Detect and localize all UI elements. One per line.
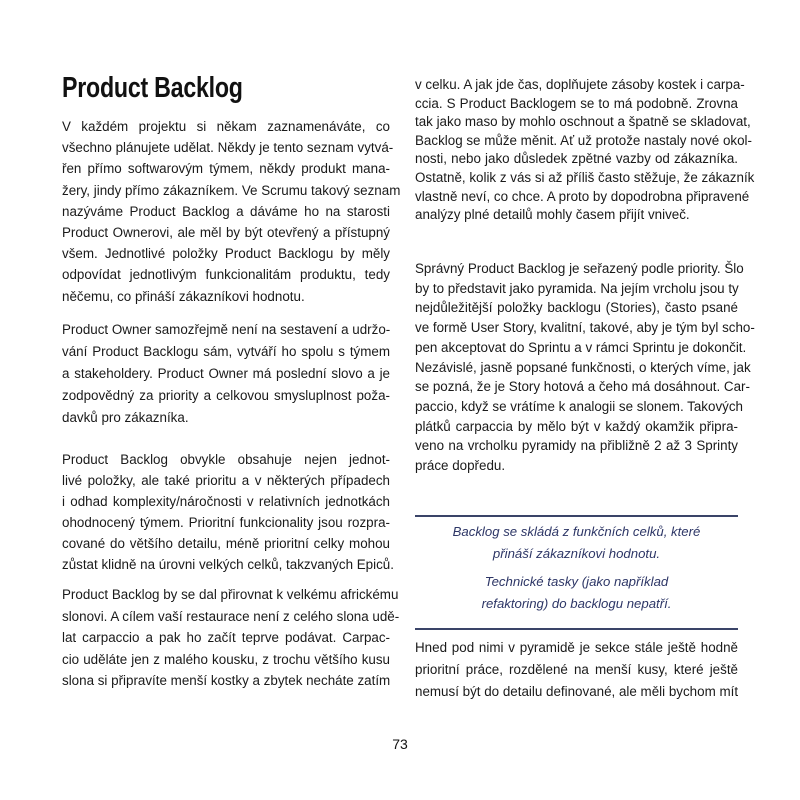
text-line: všem. Jednotlivé položky Product Backlogu by měly xyxy=(62,246,390,262)
text-line: nejdůležitější položky backlogu (Stories), často psané xyxy=(415,300,738,316)
text-line: vání Product Backlogu sám, vytváří ho spolu s týmem xyxy=(62,344,390,359)
text-line: ccia. S Product Backlogem se to má podobně. Zrovna xyxy=(415,95,738,111)
text-line: Product Backlog by se dal přirovnat k velkému africkému xyxy=(62,587,399,602)
text-line: livé položky, ale také prioritu a v některých případech xyxy=(62,473,390,488)
text-line: zůstat klidně na úrovni velkých celků, takzvaných Epiců. xyxy=(62,557,394,572)
text-line: lat carpaccio a pak ho začít teprve podávat. Carpac- xyxy=(62,630,390,645)
text-line: paccio, když se vrátíme k analogii se slonem. Takových xyxy=(415,398,743,414)
text-line: Product Backlog obvykle obsahuje nejen jednot- xyxy=(62,452,390,467)
callout-text xyxy=(415,521,738,565)
text-line: ve formě User Story, kvalitní, takové, aby je tým byl scho- xyxy=(415,320,755,336)
text-line: Backlog se může měnit. Ať už protože nastaly nové okol- xyxy=(415,132,752,148)
text-line: se pozná, že je Story hotová a čeho má dosáhnout. Car- xyxy=(415,379,750,395)
text-line: by to představit jako pyramida. Na jejím vrcholu jsou ty xyxy=(415,280,739,296)
text-line: plátků carpaccia by mělo být v každý okamžik připra- xyxy=(415,418,738,434)
text-line: nemusí být do detailu definované, ale měli bychom mít xyxy=(415,684,739,699)
text-line: V každém projektu si někam zaznamenáváte, co xyxy=(62,119,390,134)
text-line: slona si připravíte menší kostky a zbytek necháte zatím xyxy=(62,673,391,688)
text-line: ohodnocený týmem. Prioritní funkcionality jsou rozpra- xyxy=(62,515,390,530)
text-line: prioritní práce, rozdělené na menší kusy, které ještě xyxy=(415,662,738,677)
callout-box xyxy=(415,515,738,630)
text-line: vlastně neví, co chce. A proto by dopodrobna připravené xyxy=(415,188,750,204)
text-line: řen přímo softwarovým týmem, někdy produkt mana- xyxy=(62,161,390,177)
paragraph xyxy=(62,449,394,575)
text-line: cované do většího detailu, méně prioritní celky mohou xyxy=(62,536,390,551)
text-line: analýzy plné detailů mohly časem přijít vniveč. xyxy=(415,207,690,223)
text-line: veno na vrcholku pyramidy na přibližně 2 až 3 Sprinty xyxy=(415,438,738,454)
paragraph xyxy=(62,116,401,307)
paragraph xyxy=(415,259,755,476)
paragraph xyxy=(415,76,755,225)
text-line: práce dopředu. xyxy=(415,458,506,474)
paragraph xyxy=(62,319,390,429)
text-line: Nezávislé, jasně popsané funkčnosti, o kterých víme, jak xyxy=(415,359,751,375)
text-line: cio uděláte jen z malého kousku, z trochu většího kusu xyxy=(62,651,390,667)
text-line: Product Owner samozřejmě není na sestavení a udržo- xyxy=(62,322,391,337)
page-title: Product Backlog xyxy=(62,72,243,104)
text-line: a stakeholdery. Product Owner má poslední slovo a je xyxy=(62,366,390,381)
text-line: tak jako maso by mohlo oschnout a špatně se skladovat, xyxy=(415,114,751,130)
callout-line: Backlog se skládá z funkčních celků, které xyxy=(452,524,701,539)
paragraph xyxy=(62,584,400,692)
callout-text xyxy=(415,571,738,615)
callout-line: přináší zákazníkovi hodnotu. xyxy=(492,546,661,561)
paragraph xyxy=(415,637,738,703)
text-line: davků pro zákazníka. xyxy=(62,410,189,425)
text-line: Ostatně, kolik z vás si až příliš často stěžuje, že zákazník xyxy=(415,169,755,185)
text-line: žery, jindy přímo zákazníkem. Ve Scrumu takový seznam xyxy=(62,182,401,198)
text-line: v celku. A jak jde čas, doplňujete zásoby kostek i carpa- xyxy=(415,77,745,92)
text-line: nazýváme Product Backlog a dáváme ho na starosti xyxy=(62,203,390,219)
text-line: zodpovědný za priority a celkovou smysluplnost poža- xyxy=(62,388,390,403)
text-line: Správný Product Backlog je seřazený podle priority. Šlo xyxy=(415,261,744,276)
text-line: slonovi. A cílem vaší restaurace není z celého slona udě- xyxy=(62,608,400,624)
callout-line: Technické tasky (jako například xyxy=(484,574,669,589)
page-number: 73 xyxy=(392,736,408,752)
text-line: pen akceptovat do Sprintu a v rámci Sprintu je dokončit. xyxy=(415,339,747,355)
text-line: nosti, nebo jako důsledek zpětné vazby od zákazníka. xyxy=(415,151,738,167)
text-line: i odhad komplexity/náročnosti v relativních jednotkách xyxy=(62,494,390,509)
text-line: Hned pod nimi v pyramidě je sekce stále ještě hodně xyxy=(415,640,738,655)
text-line: všechno plánujete udělat. Někdy je tento seznam vytvá- xyxy=(62,140,394,156)
callout-line: refaktoring) do backlogu nepatří. xyxy=(481,596,672,611)
text-line: Product Ownerovi, ale měl by být otevřený a přístupný xyxy=(62,225,390,241)
text-line: odpovídat jednotlivým funkcionalitám produktu, tedy xyxy=(62,267,390,283)
text-line: něčemu, co přináší zákazníkovi hodnotu. xyxy=(62,288,305,304)
